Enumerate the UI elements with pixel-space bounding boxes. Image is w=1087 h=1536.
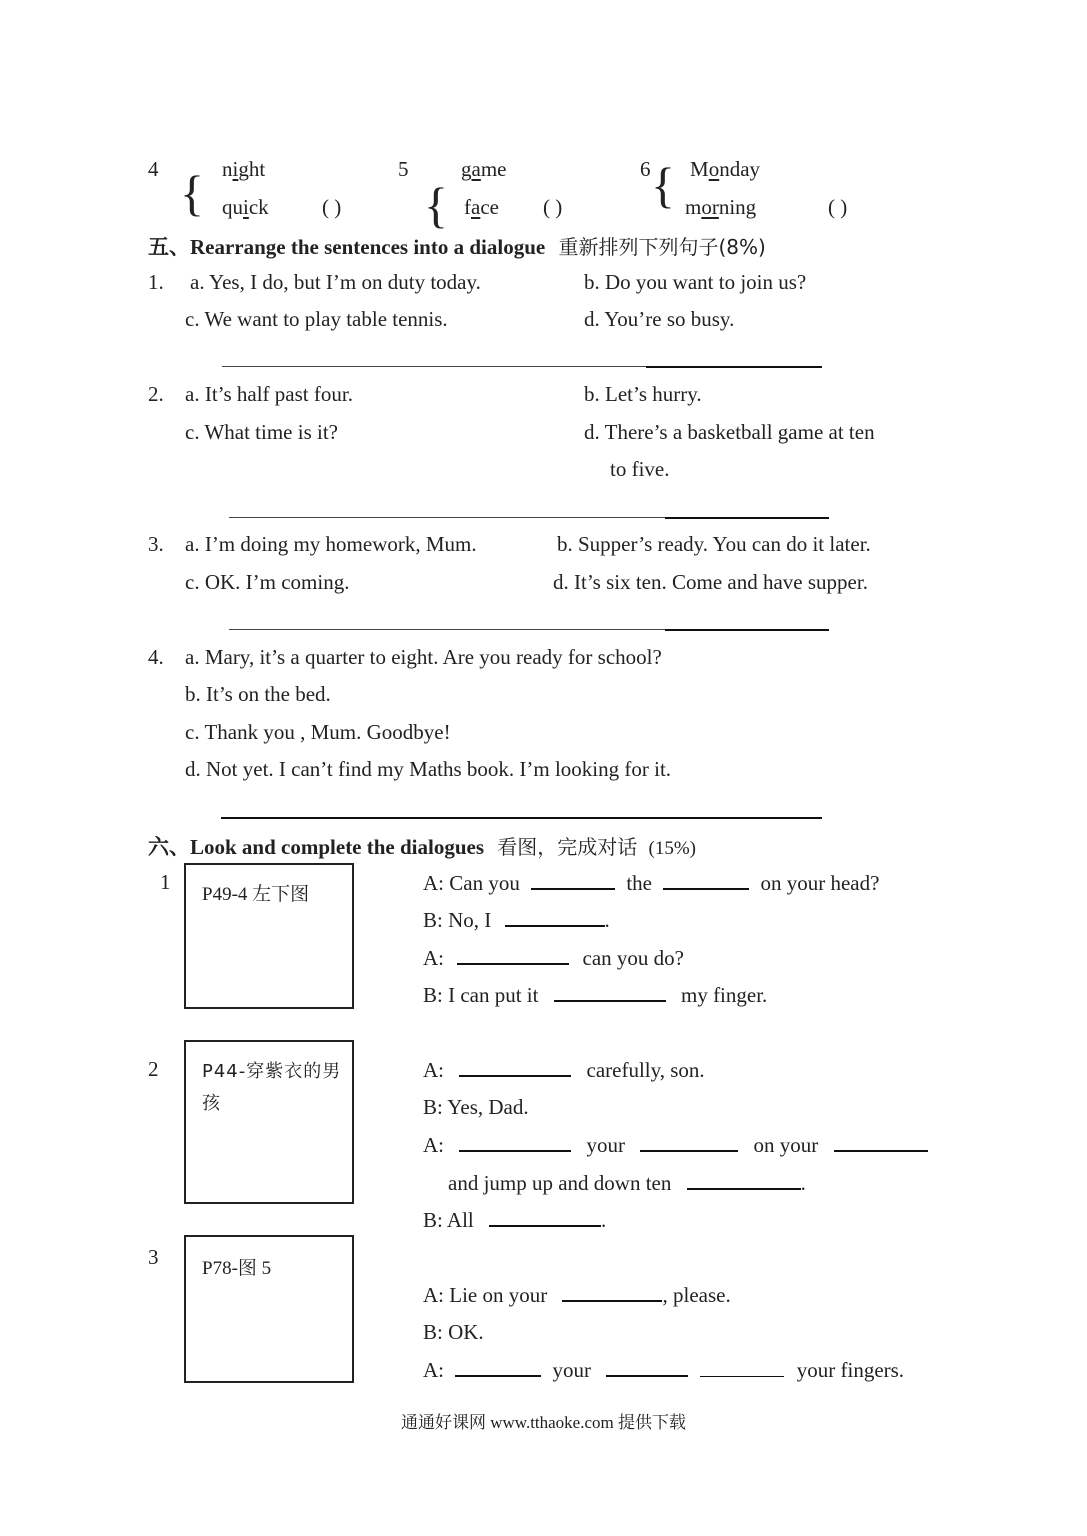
fill-blank[interactable]	[687, 1170, 801, 1190]
fill-blank[interactable]	[459, 1057, 571, 1077]
dialogue-line: B: All .	[423, 1208, 607, 1232]
brace-icon: {	[424, 177, 448, 233]
answer-paren[interactable]: ( )	[543, 195, 563, 219]
question-number: 4.	[148, 645, 164, 669]
dialogue-line: B: Yes, Dad.	[423, 1095, 529, 1119]
word: game	[461, 157, 507, 181]
fill-blank[interactable]	[505, 907, 605, 927]
dialogue-line: B: I can put it my finger.	[423, 983, 768, 1007]
item-number: 3	[148, 1245, 159, 1269]
word: night	[222, 157, 266, 181]
answer-paren[interactable]: ( )	[828, 195, 848, 219]
sentence-a: a. Mary, it’s a quarter to eight. Are you ready for school?	[185, 645, 662, 669]
fill-blank[interactable]	[531, 870, 615, 890]
fill-blank[interactable]	[455, 1357, 541, 1377]
sentence-b: b. Supper’s ready. You can do it later.	[557, 532, 871, 556]
section-6-heading: 六、Look and complete the dialogues 看图，完成对话 (15%)	[148, 835, 697, 859]
fill-blank[interactable]	[640, 1132, 738, 1152]
picture-placeholder	[184, 1040, 354, 1204]
fill-blank[interactable]	[459, 1132, 571, 1152]
brace-icon: {	[651, 157, 675, 213]
item-number: 1	[160, 870, 171, 894]
question-number: 2.	[148, 382, 164, 406]
sentence-d-cont: to five.	[610, 457, 670, 481]
dialogue-line: A: your your fingers.	[423, 1358, 905, 1382]
sentence-b: b. Do you want to join us?	[584, 270, 807, 294]
fill-blank[interactable]	[834, 1132, 928, 1152]
group-number: 5	[398, 157, 409, 181]
section-5-heading: 五、Rearrange the sentences into a dialogue 重新排列下列句子(8%)	[148, 235, 766, 259]
word: morning	[685, 195, 757, 219]
answer-line[interactable]	[229, 517, 665, 518]
sentence-a: a. It’s half past four.	[185, 382, 353, 406]
word: Monday	[690, 157, 761, 181]
picture-placeholder	[184, 1235, 354, 1383]
word: face	[464, 195, 499, 219]
dialogue-line: and jump up and down ten .	[448, 1171, 806, 1195]
answer-line[interactable]	[665, 517, 829, 519]
brace-icon: {	[180, 165, 204, 221]
word: quick	[222, 195, 269, 219]
sentence-a: a. I’m doing my homework, Mum.	[185, 532, 477, 556]
dialogue-line: A: carefully, son.	[423, 1058, 705, 1082]
fill-blank[interactable]	[663, 870, 749, 890]
fill-blank[interactable]	[554, 982, 666, 1002]
picture-placeholder	[184, 863, 354, 1009]
sentence-d: d. There’s a basketball game at ten	[584, 420, 875, 444]
answer-line[interactable]	[221, 817, 822, 819]
fill-blank[interactable]	[489, 1207, 601, 1227]
sentence-a: a. Yes, I do, but I’m on duty today.	[190, 270, 481, 294]
sentence-c: c. What time is it?	[185, 420, 338, 444]
fill-blank[interactable]	[562, 1282, 662, 1302]
question-number: 3.	[148, 532, 164, 556]
picture-reference: P78-图 5	[202, 1258, 272, 1279]
fill-blank[interactable]	[606, 1357, 688, 1377]
answer-line[interactable]	[646, 366, 822, 368]
dialogue-line: A: Lie on your , please.	[423, 1283, 731, 1307]
sentence-b: b. Let’s hurry.	[584, 382, 702, 406]
sentence-c: c. We want to play table tennis.	[185, 307, 448, 331]
sentence-c: c. OK. I’m coming.	[185, 570, 350, 594]
sentence-b: b. It’s on the bed.	[185, 682, 331, 706]
dialogue-line: A: Can you the on your head?	[423, 871, 880, 895]
picture-reference: P44-穿紫衣的男孩	[202, 1061, 342, 1114]
sentence-d: d. It’s six ten. Come and have supper.	[553, 570, 868, 594]
question-number: 1.	[148, 270, 164, 294]
sentence-c: c. Thank you , Mum. Goodbye!	[185, 720, 451, 744]
fill-blank[interactable]	[700, 1358, 784, 1377]
footer-source: 通通好课网 www.tthaoke.com 提供下载	[400, 1413, 687, 1432]
group-number: 4	[148, 157, 159, 181]
dialogue-line: A: can you do?	[423, 946, 684, 970]
group-number: 6	[640, 157, 651, 181]
item-number: 2	[148, 1057, 159, 1081]
answer-line[interactable]	[665, 629, 829, 631]
dialogue-line: B: OK.	[423, 1320, 484, 1344]
fill-blank[interactable]	[457, 945, 569, 965]
picture-reference: P49-4 左下图	[202, 884, 310, 905]
sentence-d: d. You’re so busy.	[584, 307, 735, 331]
dialogue-line: B: No, I .	[423, 908, 610, 932]
answer-paren[interactable]: ( )	[322, 195, 342, 219]
sentence-d: d. Not yet. I can’t find my Maths book. I’m looking for it.	[185, 757, 672, 781]
answer-line[interactable]	[229, 629, 665, 630]
answer-line[interactable]	[222, 366, 646, 367]
dialogue-line: A: your on your	[423, 1132, 928, 1158]
